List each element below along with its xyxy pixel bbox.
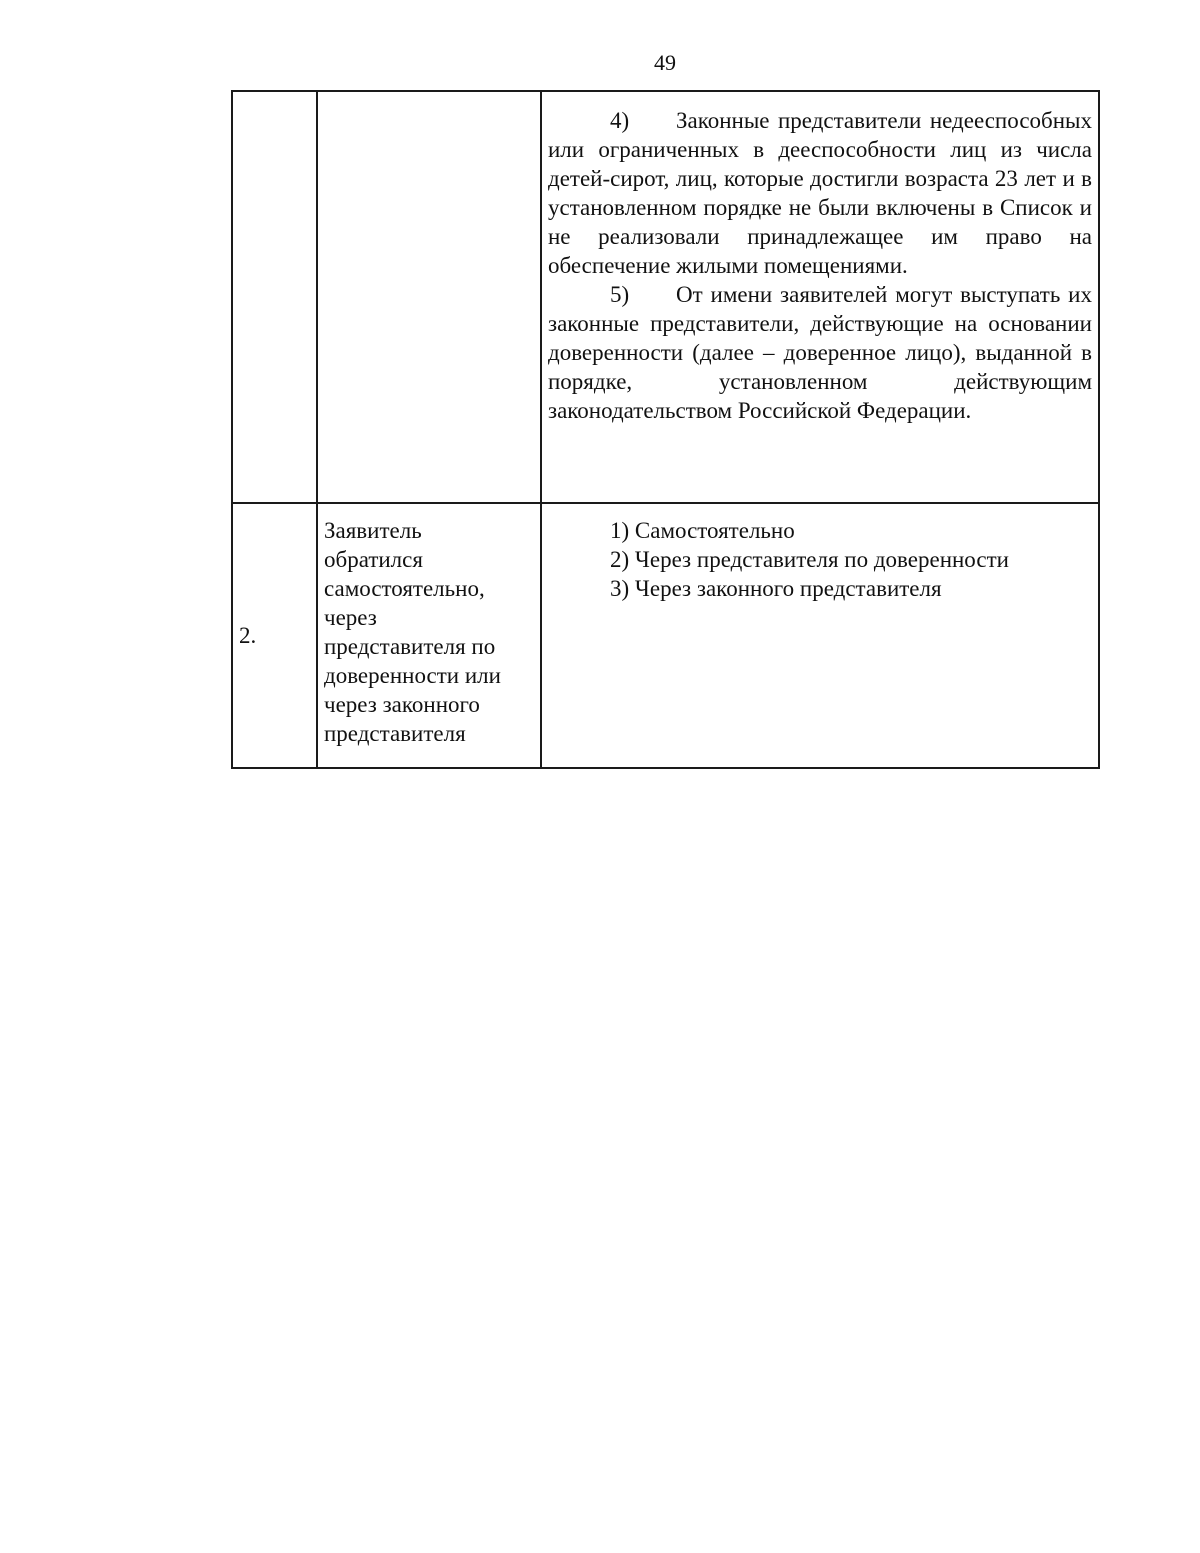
label-line: Заявитель [324, 518, 422, 543]
row2-number-cell: 2. [232, 503, 317, 768]
label-line: представителя по [324, 634, 496, 659]
row1-label-cell [317, 91, 541, 503]
option-item: 3) Через законного представителя [610, 576, 942, 601]
list-item-number: 5) [610, 282, 630, 307]
label-line: доверенности или [324, 663, 501, 688]
list-item-5 [548, 280, 1092, 425]
table-row [232, 503, 1099, 768]
list-item-text: От имени заявителей могут выступать их законные представители, действующие на основании доверенности (далее – доверенное лицо), выданной в порядке, установленном действующим законодательством Российской Федерации. [548, 282, 1092, 423]
document-table [231, 90, 1100, 769]
table-row [232, 91, 1099, 503]
row2-label-cell [317, 503, 541, 768]
list-item-text: Законные представители недееспособных или ограниченных в дееспособности лиц из числа детей-сирот, лиц, которые достигли возраста 23 лет и в установленном порядке не были включены в Список и не реализовали принадлежащее им право на обеспечение жилыми помещениями. [548, 108, 1092, 278]
label-line: через законного [324, 692, 480, 717]
row1-content-cell [541, 91, 1099, 503]
row1-number-cell [232, 91, 317, 503]
list-item-number: 4) [610, 108, 630, 133]
option-item: 2) Через представителя по доверенности [610, 547, 1009, 572]
label-line: через [324, 605, 377, 630]
option-item: 1) Самостоятельно [610, 518, 795, 543]
page-number: 49 [654, 50, 676, 75]
row2-options-cell [541, 503, 1099, 768]
label-line: самостоятельно, [324, 576, 485, 601]
label-line: представителя [324, 721, 466, 746]
list-item-4 [548, 106, 1092, 280]
label-line: обратился [324, 547, 423, 572]
